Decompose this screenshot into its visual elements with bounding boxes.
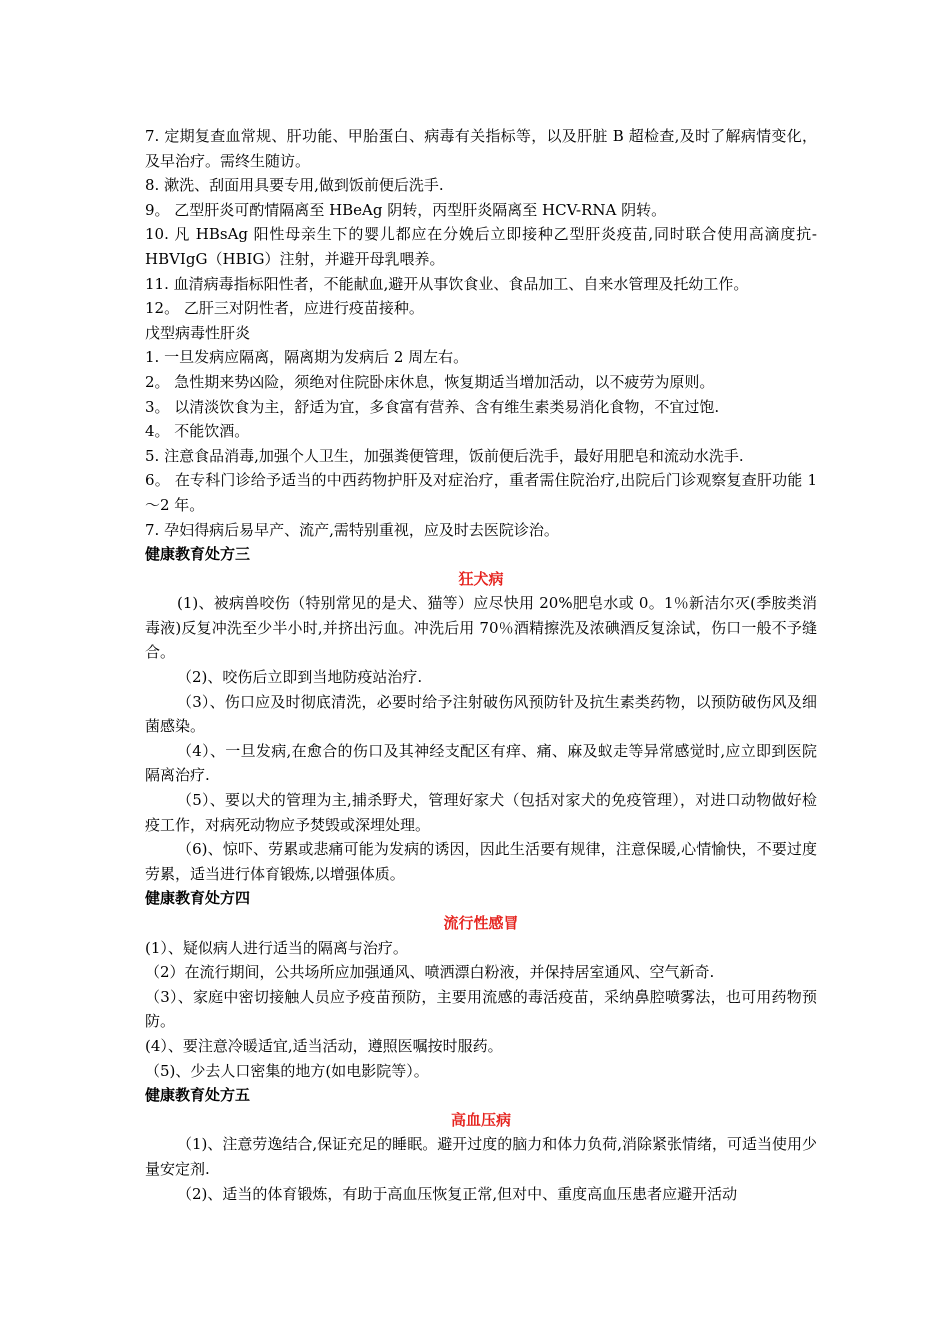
paragraph: 5. 注意食品消毒,加强个人卫生，加强粪便管理，饭前便后洗手，最好用肥皂和流动水洗手. [145, 446, 744, 465]
paragraph: 6。 在专科门诊给予适当的中西药物护肝及对症治疗，重者需住院治疗,出院后门诊观察复查肝功能 1～2 年。 [145, 471, 817, 514]
paragraph: （3）、家庭中密切接触人员应予疫苗预防，主要用流感的毒活疫苗，采纳鼻腔喷雾法，也可用药物预防。 [145, 987, 817, 1031]
paragraph: 10. 凡 HBsAg 阳性母亲生下的婴儿都应在分娩后立即接种乙型肝炎疫苗,同时联合使用高滴度抗-HBVIgG（HBIG）注射，并避开母乳喂养。 [145, 225, 817, 268]
paragraph: 7. 定期复查血常规、肝功能、甲胎蛋白、病毒有关指标等，以及肝脏 B 超检查,及时了解病情变化，及早治疗。需终生随访。 [145, 127, 817, 170]
paragraph: (1)、被病兽咬伤（特别常见的是犬、猫等）应尽快用 20%肥皂水或 0。1％新洁尔灭(季胺类消毒液)反复冲洗至少半小时,并挤出污血。冲洗后用 70％酒精擦洗及浓碘酒反复涂试，伤口一般不予缝合。 [145, 594, 817, 662]
paragraph: （2）在流行期间，公共场所应加强通风、喷洒漂白粉液，并保持居室通风、空气新奇. [145, 963, 715, 982]
document-page [145, 124, 817, 1206]
section-title: 狂犬病 [458, 569, 504, 588]
paragraph: （6)、惊吓、劳累或悲痛可能为发病的诱因，因此生活要有规律，注意保暖,心情愉快，不要过度劳累，适当进行体育锻炼,以增强体质。 [145, 840, 817, 883]
paragraph: （3）、伤口应及时彻底清洗，必要时给予注射破伤风预防针及抗生素类药物，以预防破伤风及细菌感染。 [145, 692, 817, 736]
paragraph: 11. 血清病毒指标阳性者，不能献血,避开从事饮食业、食品加工、自来水管理及托幼工作。 [145, 274, 749, 293]
section-title: 高血压病 [450, 1110, 511, 1129]
paragraph: 8. 漱洗、刮面用具要专用,做到饭前便后洗手. [145, 176, 444, 195]
section-heading: 健康教育处方四 [145, 889, 251, 908]
paragraph: 3。 以清淡饮食为主，舒适为宜，多食富有营养、含有维生素类易消化食物，不宜过饱. [145, 397, 720, 416]
section-title: 流行性感冒 [443, 914, 519, 932]
paragraph: （1)、注意劳逸结合,保证充足的睡眠。避开过度的脑力和体力负荷,消除紧张情绪，可适当使用少量安定剂. [145, 1135, 817, 1178]
paragraph: （5)、少去人口密集的地方(如电影院等）。 [145, 1061, 429, 1080]
paragraph: 7. 孕妇得病后易早产、流产,需特别重视，应及时去医院诊治。 [145, 520, 559, 539]
paragraph: （2)、咬伤后立即到当地防疫站治疗. [177, 668, 423, 687]
section-heading: 健康教育处方三 [145, 545, 251, 564]
subheading: 戊型病毒性肝炎 [145, 323, 251, 342]
paragraph: (4）、要注意冷暖适宜,适当活动，遵照医嘱按时服药。 [145, 1036, 503, 1055]
paragraph: 1. 一旦发病应隔离，隔离期为发病后 2 周左右。 [145, 348, 469, 367]
paragraph: 9。 乙型肝炎可酌情隔离至 HBeAg 阴转，丙型肝炎隔离至 HCV-RNA 阴转。 [145, 200, 667, 219]
paragraph: 12。 乙肝三对阴性者，应进行疫苗接种。 [145, 299, 424, 318]
paragraph: （2)、适当的体育锻炼，有助于高血压恢复正常,但对中、重度高血压患者应避开活动 [177, 1184, 738, 1203]
section-heading: 健康教育处方五 [145, 1086, 251, 1105]
paragraph: 2。 急性期来势凶险，须绝对住院卧床休息，恢复期适当增加活动，以不疲劳为原则。 [145, 372, 715, 391]
paragraph: （4）、一旦发病,在愈合的伤口及其神经支配区有痒、痛、麻及蚁走等异常感觉时,应立即到医院隔离治疗. [145, 741, 817, 785]
paragraph: 4。 不能饮酒。 [145, 422, 250, 441]
paragraph: (1）、疑似病人进行适当的隔离与治疗。 [145, 938, 408, 957]
paragraph: （5）、要以犬的管理为主,捕杀野犬，管理好家犬（包括对家犬的免疫管理），对进口动物做好检疫工作，对病死动物应予焚毁或深埋处理。 [145, 791, 817, 834]
